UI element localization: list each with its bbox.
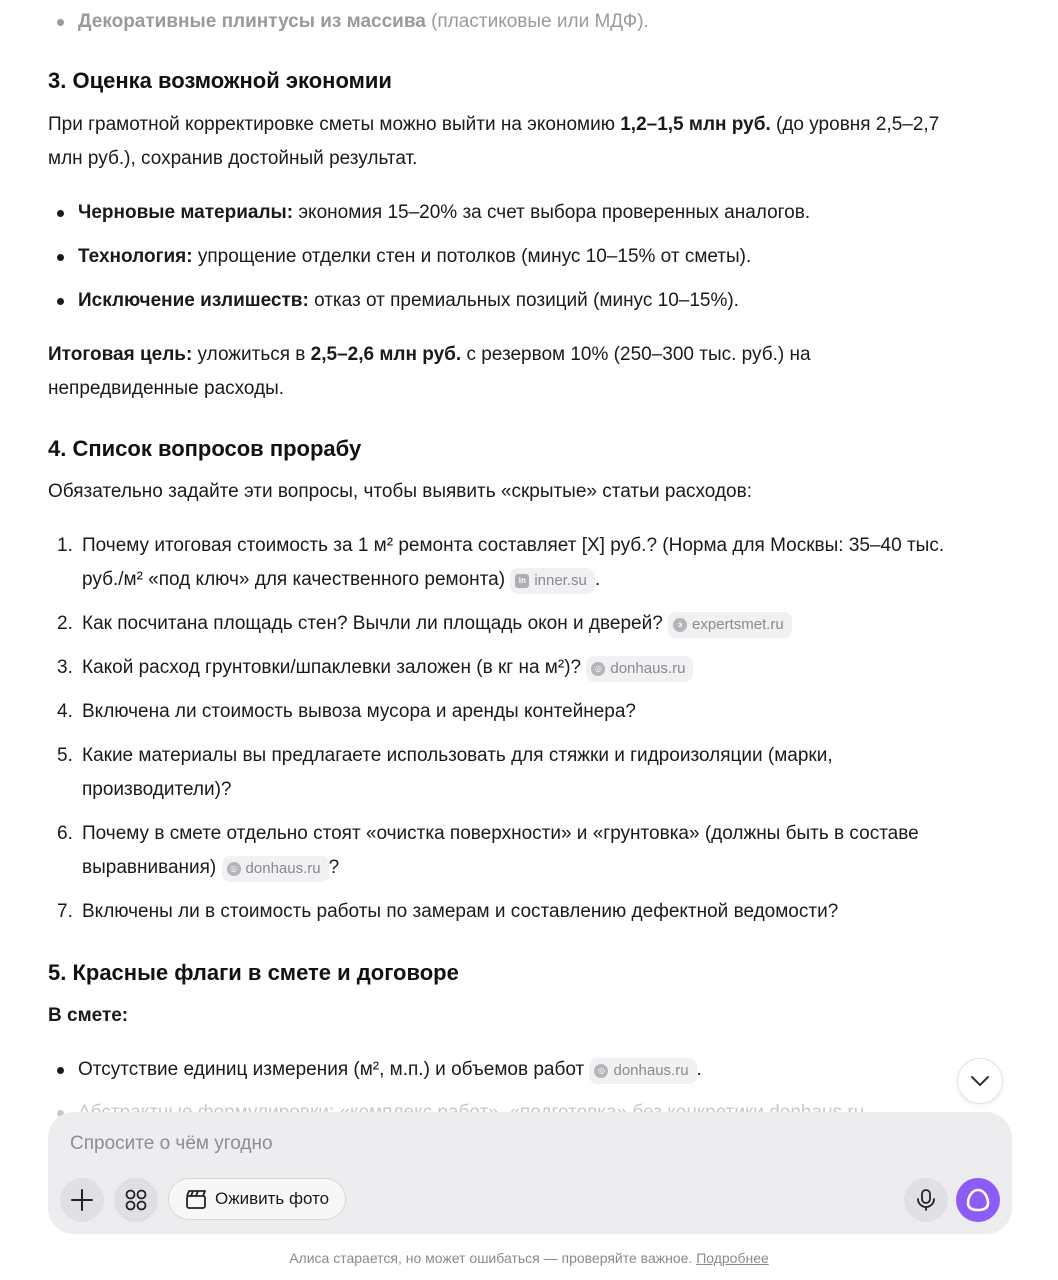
site-favicon-icon: э: [673, 618, 687, 632]
subheading-text: В смете:: [48, 1005, 129, 1026]
paragraph-text: При грамотной корректировке сметы можно выйти на экономию: [48, 114, 621, 135]
section-heading: 3. Оценка возможной экономии: [48, 68, 392, 93]
bullet-list: [48, 196, 968, 328]
source-label: expertsmet.ru: [692, 616, 784, 633]
paragraph-bold: 1,2–1,5 млн руб.: [620, 114, 771, 135]
clapperboard-icon: [185, 1188, 207, 1210]
paragraph-text: (до уровня 2,5–2,7 млн руб.), сохранив достойный результат.: [48, 114, 940, 169]
item-number: 5.: [57, 745, 73, 766]
item-tail: .: [696, 1059, 702, 1080]
source-chip[interactable]: [510, 568, 595, 594]
item-text: Включены ли в стоимость работы по замерам и составлению дефектной ведомости?: [82, 901, 839, 922]
add-button[interactable]: [60, 1178, 104, 1222]
item-text: упрощение отделки стен и потолков (минус 10–15% от сметы).: [192, 246, 752, 267]
item-bold: Технология:: [78, 246, 193, 267]
item-text: Включена ли стоимость вывоза мусора и аренды контейнера?: [82, 701, 636, 722]
list-item: [48, 817, 968, 885]
item-text: Какие материалы вы предлагаете использовать для стяжки и гидроизоляции (марки, производители)?: [82, 745, 833, 800]
site-favicon-icon: ◎: [591, 662, 605, 676]
item-text: Почему в смете отдельно стоят «очистка поверхности» и «грунтовка» (должны быть в составе выравнивания): [82, 823, 919, 878]
scroll-down-button[interactable]: [957, 1058, 1003, 1104]
voice-input-button[interactable]: [904, 1178, 948, 1222]
section-heading: 5. Красные флаги в смете и договоре: [48, 960, 459, 985]
item-bold: Декоративные плинтусы из массива: [78, 11, 426, 32]
item-bold: Черновые материалы:: [78, 202, 294, 223]
item-text: Как посчитана площадь стен? Вычли ли площадь окон и дверей?: [82, 613, 663, 634]
list-item: [48, 284, 968, 318]
list-item: [48, 5, 649, 39]
source-chip[interactable]: [586, 656, 693, 682]
item-text: Почему итоговая стоимость за 1 м² ремонта составляет [X] руб.? (Норма для Москвы: 35–40 тыс. руб./м² «под ключ» для качественного ремонта): [82, 535, 945, 590]
alice-button[interactable]: [956, 1178, 1000, 1222]
item-tail: ?: [328, 857, 340, 878]
chevron-down-icon: [970, 1075, 990, 1087]
source-label: donhaus.ru: [245, 860, 321, 877]
source-label: donhaus.ru: [610, 660, 686, 677]
source-label: inner.su: [534, 572, 587, 589]
paragraph-bold: Итоговая цель:: [48, 344, 193, 365]
animate-photo-button[interactable]: [168, 1178, 346, 1220]
list-item: [48, 895, 968, 929]
item-text: Отсутствие единиц измерения (м², м.п.) и объемов работ: [78, 1059, 585, 1080]
item-tail: .: [594, 569, 601, 590]
list-item: [48, 651, 968, 685]
list-item: [48, 1053, 968, 1087]
paragraph: [48, 108, 948, 176]
numbered-list: [48, 529, 968, 939]
bullet-list: [48, 1053, 968, 1097]
disclaimer: [0, 1248, 1058, 1268]
paragraph-text: уложиться в: [192, 344, 311, 365]
item-number: 3.: [57, 657, 73, 678]
disclaimer-text: Алиса старается, но может ошибаться — проверяйте важное.: [289, 1250, 697, 1266]
site-favicon-icon: in: [515, 574, 529, 588]
item-number: 6.: [57, 823, 73, 844]
paragraph: Обязательно задайте эти вопросы, чтобы выявить «скрытые» статьи расходов:: [48, 481, 752, 502]
source-chip[interactable]: [589, 1058, 696, 1084]
source-label: donhaus.ru: [613, 1062, 689, 1079]
subheading: [48, 999, 948, 1033]
site-favicon-icon: ◎: [594, 1064, 608, 1078]
list-item: [48, 240, 968, 274]
list-item: [48, 739, 968, 807]
item-text: (пластиковые или МДФ).: [425, 11, 649, 32]
item-number: 7.: [57, 901, 73, 922]
microphone-icon: [915, 1188, 937, 1212]
section-heading: 4. Список вопросов прорабу: [48, 436, 362, 461]
alice-icon: [965, 1187, 991, 1213]
item-text: отказ от премиальных позиций (минус 10–15%).: [308, 290, 739, 311]
item-number: 1.: [57, 535, 73, 556]
paragraph: [48, 338, 948, 406]
animate-photo-label: Оживить фото: [215, 1189, 330, 1208]
source-chip[interactable]: [222, 856, 329, 882]
item-text: экономия 15–20% за счет выбора проверенных аналогов.: [293, 202, 811, 223]
apps-button[interactable]: [114, 1178, 158, 1222]
list-item: [48, 529, 968, 597]
item-bold: Исключение излишеств:: [78, 290, 309, 311]
grid-icon: [124, 1188, 148, 1212]
learn-more-link[interactable]: Подробнее: [696, 1250, 769, 1266]
item-text: Какой расход грунтовки/шпаклевки заложен (в кг на м²)?: [82, 657, 582, 678]
source-chip[interactable]: [668, 612, 792, 638]
site-favicon-icon: ◎: [227, 862, 241, 876]
plus-icon: [70, 1188, 94, 1212]
item-number: 4.: [57, 701, 73, 722]
paragraph-text: с резервом 10% (250–300 тыс. руб.) на непредвиденные расходы.: [48, 344, 811, 399]
paragraph-bold: 2,5–2,6 млн руб.: [310, 344, 462, 365]
list-item: [48, 607, 968, 641]
composer: [48, 1112, 1012, 1234]
chat-input[interactable]: [70, 1130, 950, 1158]
item-number: 2.: [57, 613, 73, 634]
list-item: [48, 695, 968, 729]
list-item: [48, 196, 968, 230]
